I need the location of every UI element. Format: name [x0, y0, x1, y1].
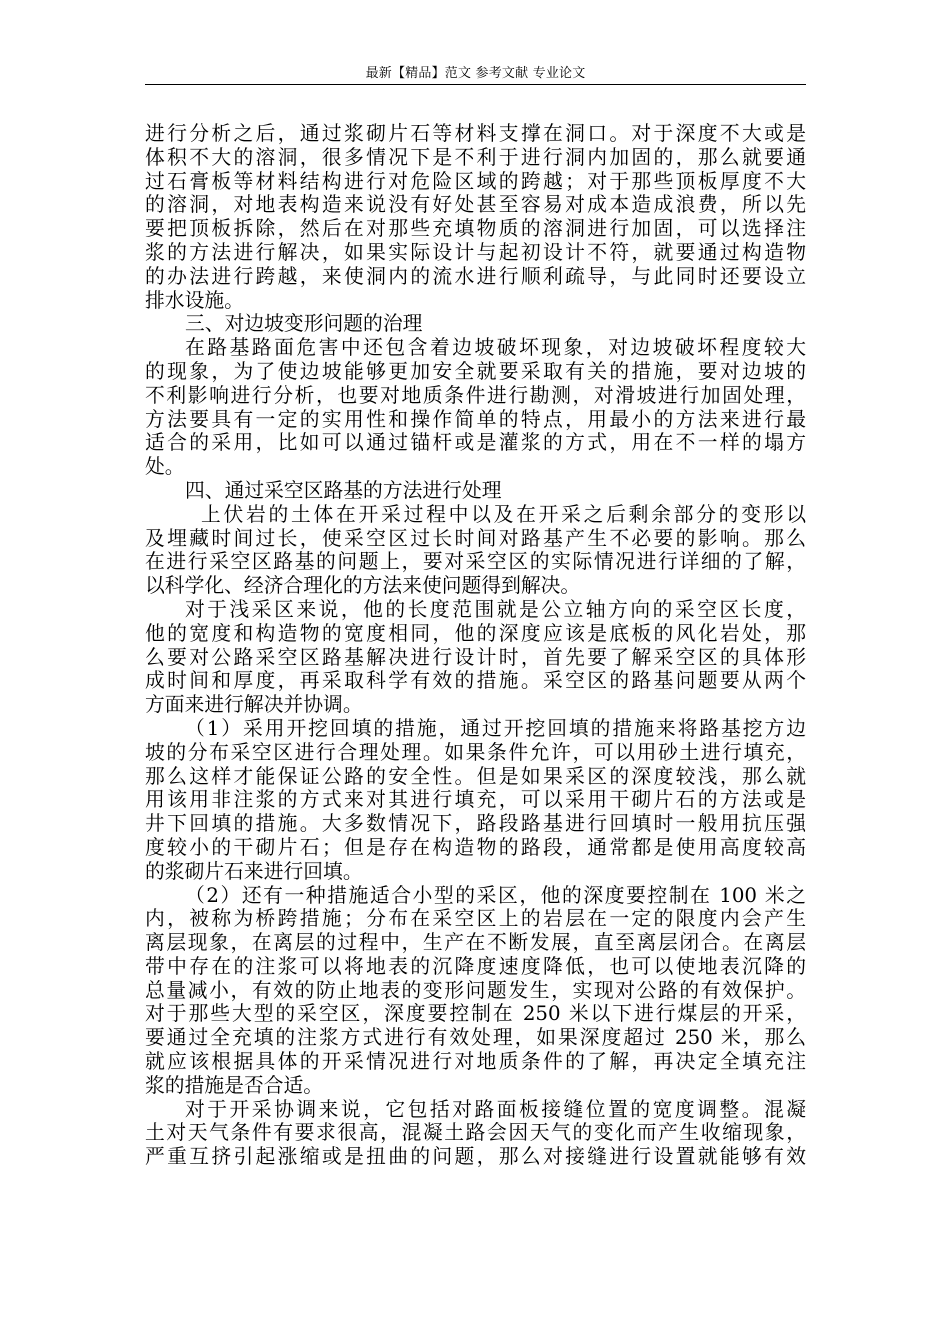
section-heading — [145, 479, 806, 503]
text-line: 的浆砌片石来进行回填。 — [145, 859, 363, 883]
text-line: 土对天气条件有要求很高，混凝土路会因天气的变化而产生收缩现象， — [145, 1121, 806, 1145]
text-line: 的溶洞，对地表构造来说没有好处甚至容易对成本造成浪费，所以先 — [145, 193, 806, 217]
text-line: 上伏岩的土体在开采过程中以及在开采之后剩余部分的变形以 — [201, 502, 806, 526]
text-line: 用该用非注浆的方式来对其进行填充，可以采用干砌片石的方法或是 — [145, 788, 806, 812]
text-line: 方法要具有一定的实用性和操作简单的特点，用最小的方法来进行最 — [145, 407, 806, 431]
text-line: 内，被称为桥跨措施；分布在采空区上的岩层在一定的限度内会产生 — [145, 907, 806, 931]
text-line: 在进行采空区路基的问题上，要对采空区的实际情况进行详细的了解， — [145, 550, 806, 574]
text-line: 井下回填的措施。大多数情况下，路段路基进行回填时一般用抗压强 — [145, 812, 806, 836]
text-line: 对于那些大型的采空区，深度要控制在 250 米以下进行煤层的开采， — [145, 1002, 806, 1026]
paragraph — [145, 1098, 806, 1169]
text-line: 过石膏板等材料结构进行对危险区域的跨越；对于那些顶板厚度不大 — [145, 169, 806, 193]
text-line: 不利影响进行分析，也要对地质条件进行勘测，对滑坡进行加固处理， — [145, 383, 806, 407]
text-line: 带中存在的注浆可以将地表的沉降度速度降低，也可以使地表沉降的 — [145, 954, 806, 978]
text-line: （1）采用开挖回填的措施，通过开挖回填的措施来将路基挖方边 — [185, 716, 806, 740]
paragraph — [145, 884, 806, 1098]
text-line: 度较小的干砌片石；但是存在构造物的路段，通常都是使用高度较高 — [145, 835, 806, 859]
paragraph — [145, 717, 806, 884]
text-line: 进行分析之后，通过浆砌片石等材料支撑在洞口。对于深度不大或是 — [145, 122, 806, 145]
section-heading — [145, 312, 806, 336]
text-line: 么要对公路采空区路基解决进行设计时，首先要了解采空区的具体形 — [145, 645, 806, 669]
paragraph — [145, 336, 806, 479]
text-line: 的办法进行跨越，来使洞内的流水进行顺利疏导，与此同时还要设立 — [145, 264, 806, 288]
text-line: 在路基路面危害中还包含着边坡破坏现象，对边坡破坏程度较大 — [185, 336, 806, 360]
text-line: 离层现象，在离层的过程中，生产在不断发展，直至离层闭合。在离层 — [145, 931, 806, 955]
text-line: 对于开采协调来说，它包括对路面板接缝位置的宽度调整。混凝 — [185, 1097, 806, 1121]
text-line: 适合的采用，比如可以通过锚杆或是灌浆的方式，用在不一样的塌方 — [145, 431, 806, 455]
section-heading-text: 四、通过采空区路基的方法进行处理 — [185, 478, 502, 502]
text-line: 要把顶板拆除，然后在对那些充填物质的溶洞进行加固，可以选择注 — [145, 217, 806, 241]
text-line: 就应该根据具体的开采情况进行对地质条件的了解，再决定全填充注 — [145, 1050, 806, 1074]
text-line: 要通过全充填的注浆方式进行有效处理，如果深度超过 250 米，那么 — [145, 1026, 806, 1050]
text-line: 排水设施。 — [145, 288, 244, 312]
text-line: 对于浅采区来说，他的长度范围就是公立轴方向的采空区长度， — [185, 597, 806, 621]
text-line: 体积不大的溶洞，很多情况下是不利于进行洞内加固的，那么就要通 — [145, 145, 806, 169]
text-line: 浆的措施是否合适。 — [145, 1073, 324, 1097]
text-line: 以科学化、经济合理化的方法来使问题得到解决。 — [145, 574, 581, 598]
paragraph — [145, 503, 806, 598]
text-line: 浆的方法进行解决，如果实际设计与起初设计不符，就要通过构造物 — [145, 240, 806, 264]
text-line: 及埋藏时间过长，使采空区过长时间对路基产生不必要的影响。那么 — [145, 526, 806, 550]
text-line: 总量减小，有效的防止地表的变形问题发生，实现对公路的有效保护。 — [145, 978, 806, 1002]
paragraph — [145, 598, 806, 717]
body-text — [145, 122, 806, 1169]
page-header-text: 最新【精品】范文 参考文献 专业论文 — [365, 66, 586, 81]
page-header — [145, 62, 806, 85]
text-line: 他的宽度和构造物的宽度相同，他的深度应该是底板的风化岩处，那 — [145, 621, 806, 645]
section-heading-text: 三、对边坡变形问题的治理 — [185, 312, 423, 336]
text-line: 成时间和厚度，再采取科学有效的措施。采空区的路基问题要从两个 — [145, 669, 806, 693]
text-line: 那么这样才能保证公路的安全性。但是如果采区的深度较浅，那么就 — [145, 764, 806, 788]
text-line: 方面来进行解决并协调。 — [145, 693, 363, 717]
text-line: 坡的分布采空区进行合理处理。如果条件允许，可以用砂土进行填充， — [145, 740, 806, 764]
text-line: 的现象，为了使边坡能够更加安全就要采取有关的措施，要对边坡的 — [145, 359, 806, 383]
text-line: 严重互挤引起涨缩或是扭曲的问题，那么对接缝进行设置就能够有效 — [145, 1145, 806, 1169]
paragraph — [145, 122, 806, 312]
text-line: （2）还有一种措施适合小型的采区，他的深度要控制在 100 米之 — [185, 883, 806, 907]
text-line: 处。 — [145, 455, 185, 479]
